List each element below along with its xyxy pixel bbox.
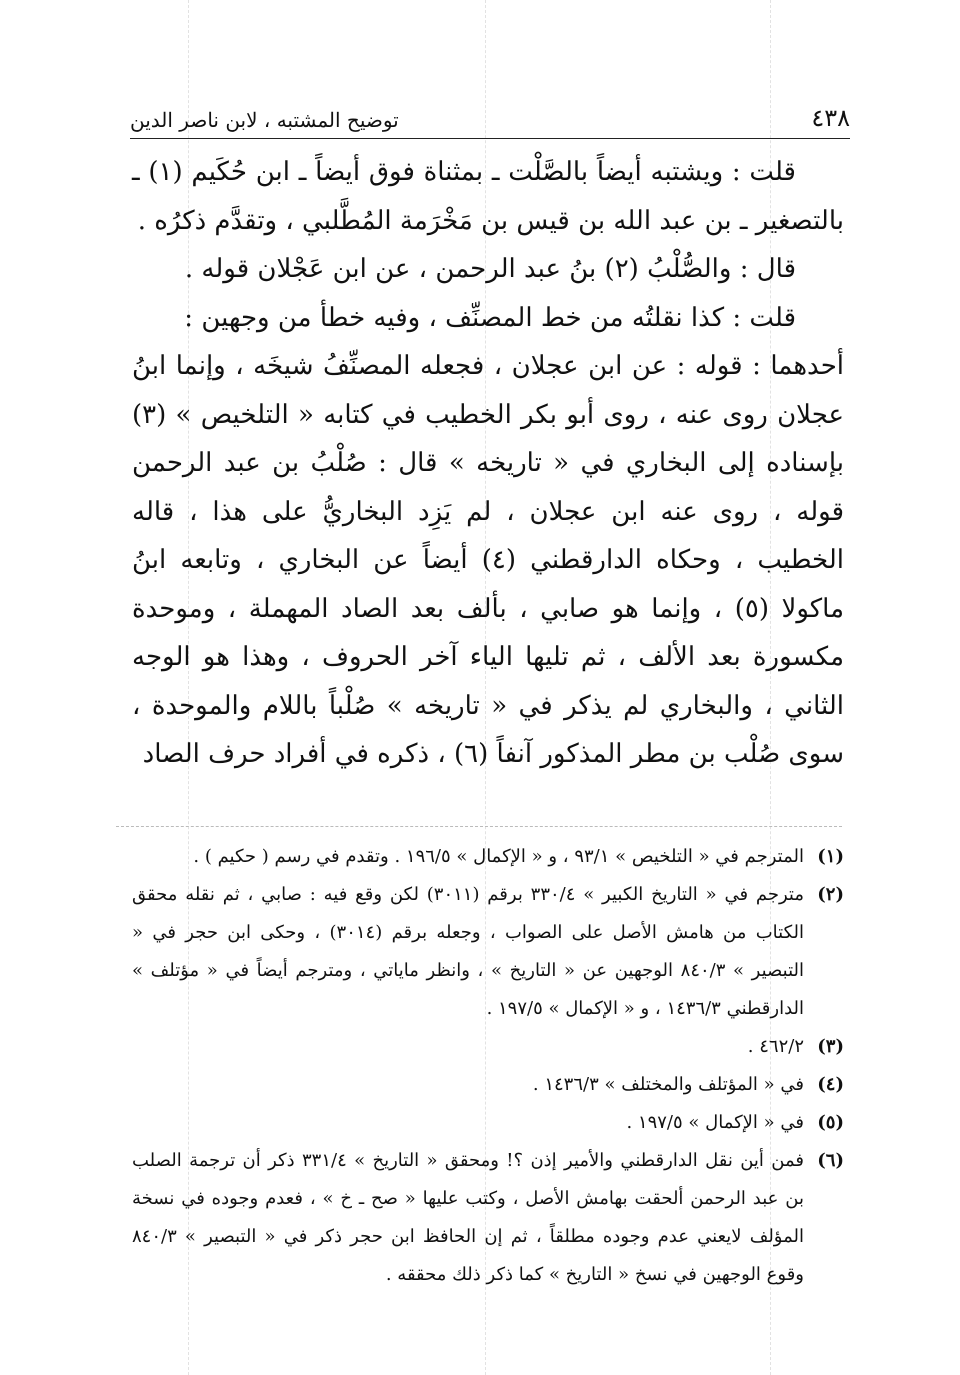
paragraph: قال : والصُّلْبُ (٢) بنُ عبد الرحمن ، عن ابن عَجْلان قوله .	[184, 254, 796, 284]
footnotes	[132, 838, 844, 1294]
footnote-number: (٣)	[817, 1036, 844, 1057]
footnote-text: ٤٦٢/٢ .	[747, 1036, 804, 1057]
footnote-number: (١)	[817, 846, 844, 867]
paragraph: قلت : ويشتبه أيضاً بالصَّلْت ـ بمثناة فوق أيضاً ـ ابن حُكَيم (١) ـ بالتصغير ـ بن عبد الله بن قيس بن مَخْرَمة المُطَّلبي ، وتقدَّم ذكرُه .	[132, 157, 844, 236]
footnote-number: (٤)	[817, 1074, 844, 1095]
footnote-number: (٥)	[817, 1112, 844, 1133]
page-header	[130, 92, 850, 139]
footnote	[132, 1066, 844, 1104]
footnote-divider	[116, 826, 842, 827]
paragraph: قلت : كذا نقلتُه من خط المصنِّف ، وفيه خطأ من وجهين :	[184, 302, 796, 333]
footnote-text: في « الإكمال » ١٩٧/٥ .	[626, 1112, 804, 1133]
footnote	[132, 1142, 844, 1294]
running-title: توضيح المشتبه ، لابن ناصر الدين	[130, 108, 399, 132]
footnote	[132, 876, 844, 1028]
footnote-text: مترجم في « التاريخ الكبير » ٣٣٠/٤ برقم (٣٠١١) لكن وقع فيه : صابي ، ثم نقله محقق الكتاب من هامش الأصل على الصواب ، وجعله برقم (٣٠١٤) ، وحكى ابن حجر في « التبصير » ٨٤٠/٣ الوجهين عن « التاريخ » ، وانظر ماياتي ، ومترجم أيضاً في « مؤتلف » الدارقطني ١٤٣٦/٣ ، و « الإكمال » ١٩٧/٥ .	[132, 884, 805, 1019]
footnote-text: المترجم في « التلخيص » ٩٣/١ ، و « الإكمال » ١٩٦/٥ . وتقدم في رسم ( حكيم ) .	[193, 846, 804, 867]
main-text	[132, 148, 844, 779]
footnote-number: (٦)	[817, 1150, 844, 1171]
footnote	[132, 1028, 844, 1066]
footnote	[132, 838, 844, 876]
footnote	[132, 1104, 844, 1142]
page-number: ٤٣٨	[811, 104, 850, 132]
footnote-number: (٢)	[817, 884, 844, 905]
footnote-text: في « المؤتلف والمختلف » ١٤٣٦/٣ .	[532, 1074, 804, 1095]
footnote-text: فمن أين نقل الدارقطني والأمير إذن ؟! ومحقق « التاريخ » ٣٣١/٤ ذكر أن ترجمة الصلب بن عبد الرحمن ألحقت بهامش الأصل ، وكتب عليها « صح ـ خ » ، فعدم وجوده في نسخة المؤلف لايعني عدم وجوده مطلقاً ، ثم إن الحافظ ابن حجر ذكر في « التبصير » ٨٤٠/٣ وقوع الوجهين في نسخ « التاريخ » كما ذكر ذلك محققه .	[132, 1150, 804, 1285]
paragraph: أحدهما : قوله : عن ابن عجلان ، فجعله المصنِّفُ شيخَه ، وإنما ابنُ عجلان روى عنه ، روى أبو بكر الخطيب في كتابه « التلخيص » (٣) بإسناده إلى البخاري في « تاريخه » قال : صُلْبُ بن عبد الرحمن قوله ، روى عنه ابن عجلان ، لم يَزِد البخاريُّ على هذا ، قاله الخطيب ، وحكاه الدارقطني (٤) أيضاً عن البخاري ، وتابعه ابنُ ماكولا (٥) ، وإنما هو صابي ، بألف بعد الصاد المهملة ، وموحدة مكسورة بعد الألف ، ثم تليها الياء آخر الحروف ، وهذا هو الوجه الثاني ، والبخاري لم يذكر في « تاريخه » صُلْباً باللام والموحدة ، سوى صُلْب بن مطر المذكور آنفاً (٦) ، ذكره في أفراد حرف الصاد	[132, 351, 844, 769]
